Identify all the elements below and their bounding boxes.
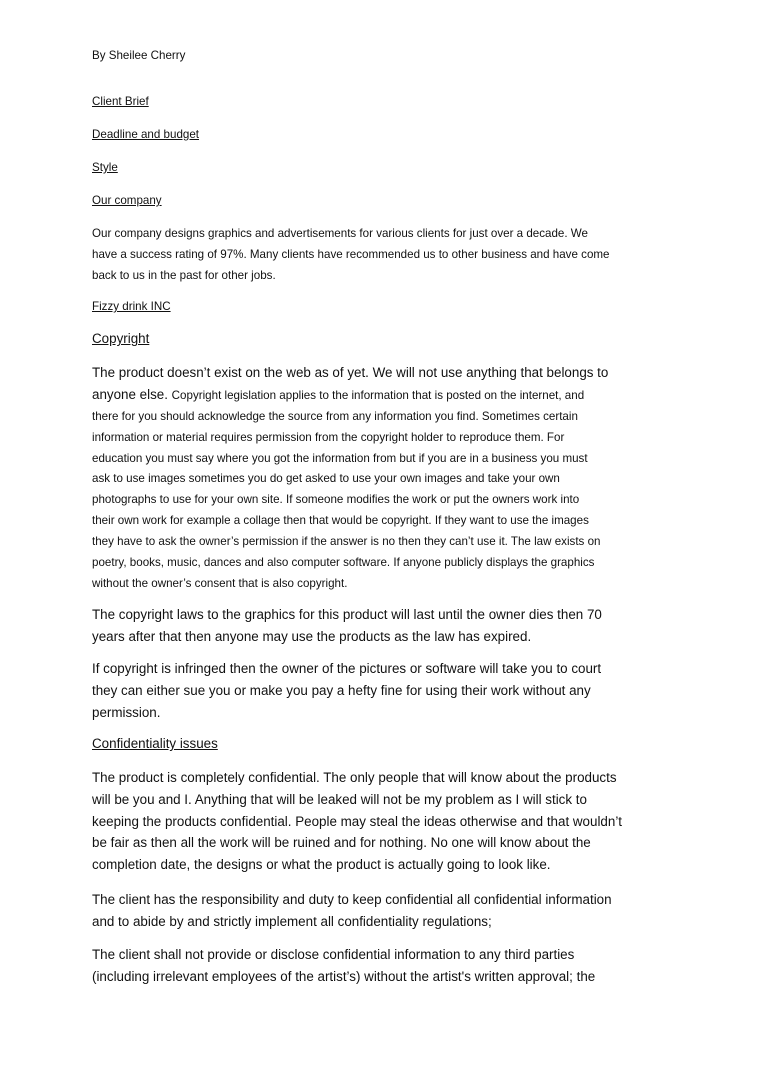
heading-client-brief: Client Brief bbox=[92, 95, 149, 108]
infringement-paragraph bbox=[92, 658, 601, 723]
text-span: anyone else. bbox=[92, 386, 172, 402]
text-line: they can either sue you or make you pay a hefty fine for using their work without any bbox=[92, 682, 591, 698]
text-line: poetry, books, music, dances and also computer software. If anyone publicly displays the graphics bbox=[92, 556, 595, 570]
heading-copyright: Copyright bbox=[92, 331, 150, 346]
text-line: ask to use images sometimes you do get asked to use your own images and take your own bbox=[92, 472, 560, 486]
text-line: (including irrelevant employees of the artist’s) without the artist's written approval; the bbox=[92, 968, 596, 984]
text-line: keeping the products confidential. People may steal the ideas otherwise and that wouldn’t bbox=[92, 813, 623, 829]
text-line: permission. bbox=[92, 704, 161, 720]
author-line: By Sheilee Cherry bbox=[92, 49, 186, 62]
text-line: information or material requires permission from the copyright holder to reproduce them. For bbox=[92, 430, 565, 444]
copyright-paragraph bbox=[92, 362, 608, 595]
text-line: education you must say where you got the information from but if you are in a business you must bbox=[92, 451, 588, 465]
text-line: Our company designs graphics and advertisements for various clients for just over a decade. We bbox=[92, 227, 588, 240]
text-line: have a success rating of 97%. Many clients have recommended us to other business and have come bbox=[92, 248, 610, 261]
text-line: The product is completely confidential. The only people that will know about the products bbox=[92, 770, 617, 785]
text-line: be fair as then all the work will be ruined and for nothing. No one will know about the bbox=[92, 835, 591, 851]
text-line: will be you and I. Anything that will be leaked will not be my problem as I will stick to bbox=[92, 791, 587, 807]
heading-confidentiality: Confidentiality issues bbox=[92, 736, 218, 751]
text-line: The copyright laws to the graphics for this product will last until the owner dies then 70 bbox=[92, 607, 602, 622]
text-line: The client has the responsibility and duty to keep confidential all confidential information bbox=[92, 892, 612, 907]
disclosure-paragraph bbox=[92, 944, 595, 988]
text-line: If copyright is infringed then the owner of the pictures or software will take you to court bbox=[92, 661, 602, 676]
text-span: Copyright legislation applies to the information that is posted on the internet, and bbox=[171, 388, 585, 402]
text-line: The product doesn’t exist on the web as of yet. We will not use anything that belongs to bbox=[92, 365, 609, 380]
heading-fizzy-drink: Fizzy drink INC bbox=[92, 300, 171, 313]
confidentiality-paragraph bbox=[92, 767, 622, 876]
text-line: photographs to use for your own site. If someone modifies the work or put the owners work into bbox=[92, 493, 580, 507]
text-line: there for you should acknowledge the source from any information you find. Sometimes certain bbox=[92, 409, 578, 423]
text-line: their own work for example a collage then that would be copyright. If they want to use the images bbox=[92, 514, 589, 528]
heading-deadline-budget: Deadline and budget bbox=[92, 128, 200, 141]
text-line: back to us in the past for other jobs. bbox=[92, 269, 276, 282]
text-line: they have to ask the owner’s permission if the answer is no then they can’t use it. The law exists on bbox=[92, 535, 601, 549]
text-line: completion date, the designs or what the product is actually going to look like. bbox=[92, 857, 551, 873]
client-responsibility-paragraph bbox=[92, 889, 612, 933]
company-paragraph bbox=[92, 223, 610, 286]
text-line: without the owner’s consent that is also copyright. bbox=[92, 576, 348, 590]
copyright-duration-paragraph bbox=[92, 604, 602, 648]
text-line: years after that then anyone may use the products as the law has expired. bbox=[92, 628, 532, 644]
text-line: and to abide by and strictly implement all confidentiality regulations; bbox=[92, 913, 492, 929]
text-line: The client shall not provide or disclose confidential information to any third parties bbox=[92, 947, 575, 962]
heading-our-company: Our company bbox=[92, 194, 162, 207]
heading-style: Style bbox=[92, 161, 118, 174]
